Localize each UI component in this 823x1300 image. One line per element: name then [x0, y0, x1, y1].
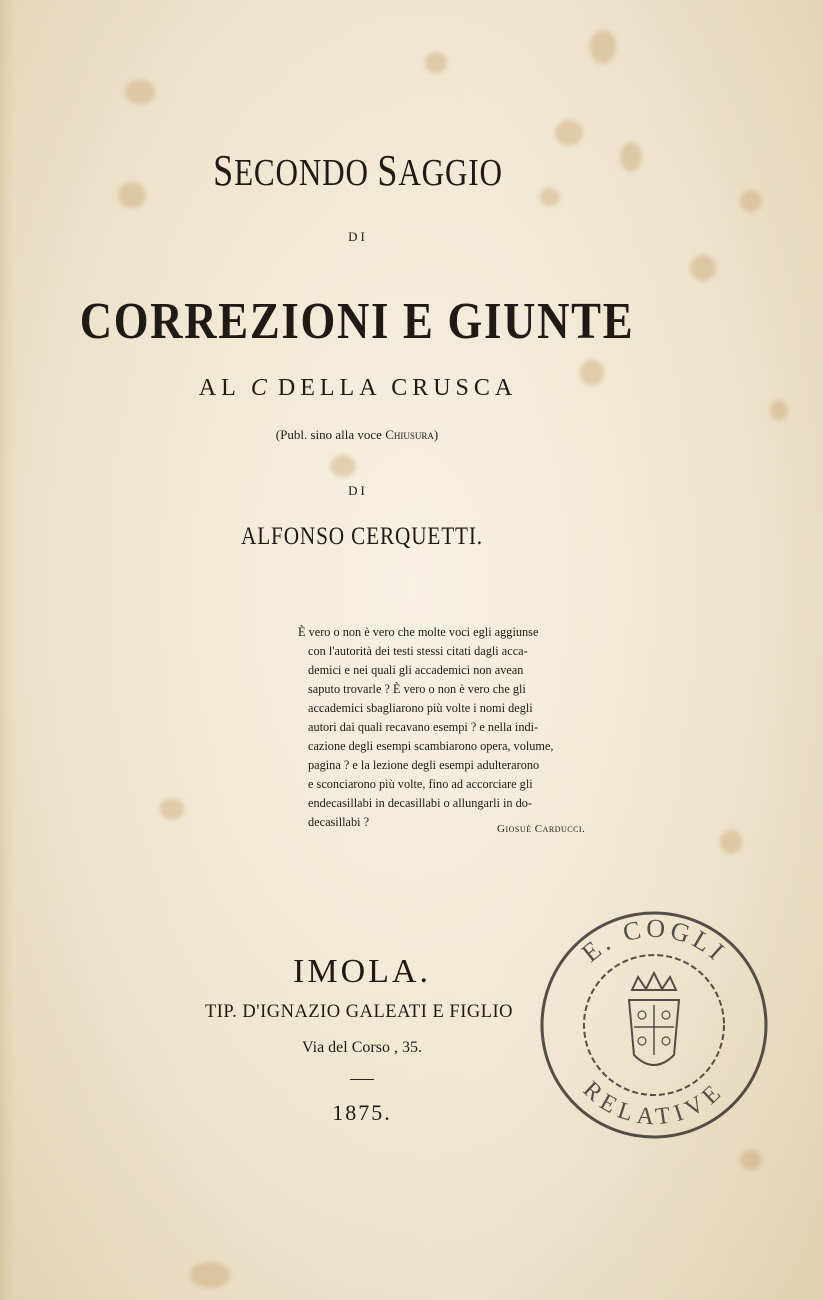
epigraph-line: È vero o non è vero che molte voci egli aggiunse — [298, 625, 539, 639]
foxing-stain — [330, 455, 356, 477]
foxing-stain — [425, 52, 447, 74]
epigraph — [298, 623, 620, 832]
title-initial: S — [377, 146, 399, 195]
foxing-stain — [740, 1150, 762, 1170]
stamp-text-bottom: RELATIVE — [577, 1076, 731, 1131]
subtitle-al-c-della-crusca — [0, 375, 716, 402]
epigraph-line: pagina ? e la lezione degli esempi adulterarono — [308, 758, 540, 772]
epigraph-line: con l'autorità dei testi stessi citati dagli acca- — [308, 644, 528, 658]
foxing-stain — [720, 830, 742, 854]
subtitle-c: C — [250, 375, 267, 401]
foxing-stain — [160, 798, 184, 820]
subtitle-al: AL — [198, 375, 240, 401]
imprint-address: Via del Corso , 35. — [302, 1039, 422, 1056]
title-word: ECONDO — [234, 152, 369, 194]
publication-note-voce: Chiusura — [385, 427, 434, 442]
title-word: AGGIO — [398, 152, 503, 194]
stamp-text-top: E. COGLI — [576, 913, 733, 968]
publication-note-suffix: ) — [433, 427, 439, 442]
epigraph-line: saputo trovarle ? È vero o non è vero che gli — [308, 682, 526, 696]
imprint-rule — [350, 1079, 374, 1080]
imprint-city: IMOLA. — [293, 953, 431, 990]
publication-note — [0, 427, 714, 443]
stamp-emblem — [629, 973, 679, 1065]
epigraph-attribution: Giosuè Carducci. — [497, 823, 586, 835]
foxing-stain — [125, 80, 155, 104]
title-initial: S — [213, 146, 235, 195]
imprint-year: 1875. — [332, 1100, 392, 1125]
foxing-stain — [740, 190, 762, 212]
main-title: CORREZIONI E GIUNTE — [79, 293, 635, 350]
author-di: DI — [348, 483, 368, 498]
foxing-stain — [555, 120, 583, 146]
epigraph-line: autori dai quali recavano esempi ? e nella indi- — [308, 720, 539, 734]
foxing-stain — [590, 30, 616, 64]
epigraph-line: decasillabi ? — [308, 815, 370, 829]
subtitle-della-crusca: DELLA CRUSCA — [277, 375, 518, 401]
title-line-secondo-saggio — [64, 145, 651, 196]
foxing-stain — [190, 1262, 230, 1288]
title-di: DI — [348, 229, 368, 244]
library-stamp — [534, 905, 774, 1145]
foxing-stain — [690, 255, 716, 281]
publication-note-prefix: (Publ. sino alla voce — [275, 427, 382, 442]
epigraph-line: e sconciarono più volte, fino ad accorciare gli — [308, 777, 533, 791]
epigraph-line: cazione degli esempi scambiarono opera, volume, — [308, 739, 554, 753]
epigraph-line: endecasillabi in decasillabi o allungarli in do- — [308, 796, 533, 810]
imprint-printer: TIP. D'IGNAZIO GALEATI E FIGLIO — [204, 1002, 514, 1022]
epigraph-line: accademici sbagliarono più volte i nomi degli — [308, 701, 533, 715]
author-name: ALFONSO CERQUETTI. — [241, 523, 483, 550]
foxing-stain — [770, 400, 788, 420]
epigraph-line: demici e nei quali gli accademici non avean — [308, 663, 524, 677]
